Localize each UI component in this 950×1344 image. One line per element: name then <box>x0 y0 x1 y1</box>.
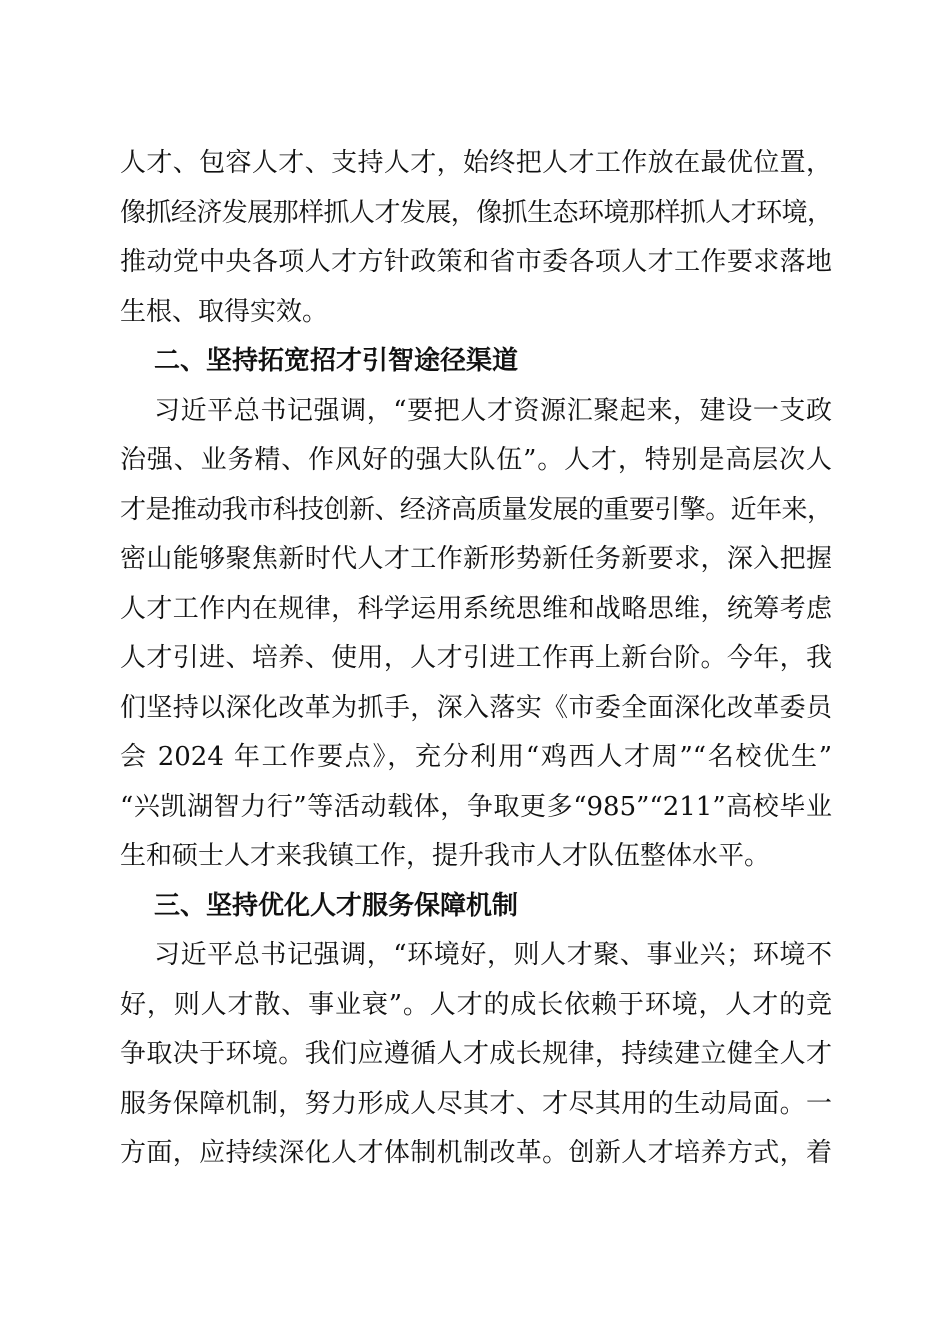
text-line: 会 2024 年工作要点》，充分利用“鸡西人才周”“名校优生” <box>120 742 832 772</box>
text-line: 人才工作内在规律，科学运用系统思维和战略思维，统筹考虑 <box>120 593 832 624</box>
document-body <box>120 139 832 1179</box>
paragraph-3 <box>120 931 832 1179</box>
text-line: 服务保障机制，努力形成人尽其才、才尽其用的生动局面。一 <box>120 1088 832 1119</box>
text-line: 才是推动我市科技创新、经济高质量发展的重要引擎。近年来， <box>120 494 832 525</box>
text-line: 生和硕士人才来我镇工作，提升我市人才队伍整体水平。 <box>120 841 771 871</box>
text-line: 人才引进、培养、使用，人才引进工作再上新台阶。今年，我 <box>120 643 832 673</box>
paragraph-1 <box>120 139 832 337</box>
section-heading-3: 三、坚持优化人才服务保障机制 <box>154 890 519 921</box>
text-line: 好，则人才散、事业衰”。人才的成长依赖于环境，人才的竞 <box>120 989 832 1020</box>
paragraph-2 <box>120 387 832 882</box>
text-line: 习近平总书记强调，“要把人才资源汇聚起来，建设一支政 <box>154 395 832 426</box>
text-line: 习近平总书记强调，“环境好，则人才聚、事业兴；环境不 <box>154 940 832 970</box>
text-line: “兴凯湖智力行”等活动载体，争取更多“985”“211”高校毕业 <box>120 791 832 822</box>
text-line: 生根、取得实效。 <box>120 296 329 327</box>
text-line: 人才、包容人才、支持人才，始终把人才工作放在最优位置， <box>120 148 832 178</box>
text-line: 们坚持以深化改革为抓手，深入落实《市委全面深化改革委员 <box>120 692 832 723</box>
text-line: 方面，应持续深化人才体制机制改革。创新人才培养方式，着 <box>120 1138 832 1168</box>
text-line: 像抓经济发展那样抓人才发展，像抓生态环境那样抓人才环境， <box>120 197 832 228</box>
section-heading-2: 二、坚持拓宽招才引智途径渠道 <box>154 346 519 376</box>
text-line: 治强、业务精、作风好的强大队伍”。人才，特别是高层次人 <box>120 445 832 475</box>
text-line: 密山能够聚焦新时代人才工作新形势新任务新要求，深入把握 <box>120 544 832 574</box>
text-line: 争取决于环境。我们应遵循人才成长规律，持续建立健全人才 <box>120 1039 832 1069</box>
text-line: 推动党中央各项人才方针政策和省市委各项人才工作要求落地 <box>120 247 832 277</box>
